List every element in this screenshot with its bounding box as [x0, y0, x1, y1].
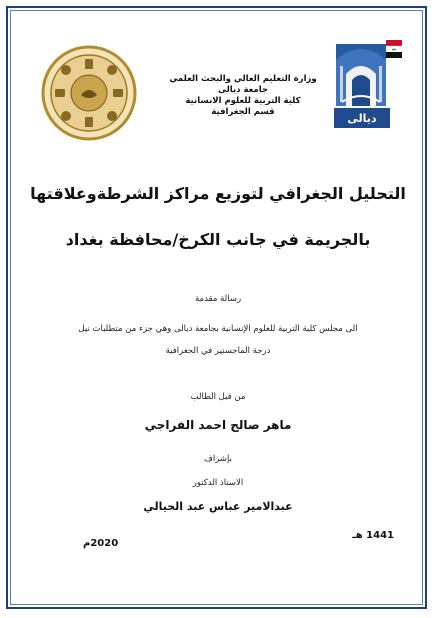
supervision-label: بإشراف	[204, 454, 232, 464]
university-name: جامعة ديالى	[217, 85, 269, 95]
university-emblem-icon	[332, 40, 404, 136]
gregorian-year: 2020م	[83, 538, 119, 549]
thesis-label: رسالة مقدمة	[194, 294, 242, 304]
college-seal-icon	[41, 45, 137, 141]
institution-header	[158, 74, 328, 118]
by-student-label: من قبل الطالب	[190, 392, 246, 402]
thesis-description-line-2: درجة الماجستير في الجغرافية	[165, 346, 271, 356]
thesis-title-line-1: التحليل الجغرافي لتوزيع مراكز الشرطةوعلاقتها	[30, 184, 406, 203]
student-name: ماهر صالح احمد الفراجي	[144, 418, 292, 432]
emblem-label: ديالى	[347, 112, 377, 125]
thesis-description-line-1: الى مجلس كلية التربية للعلوم الإنسانية بجامعة ديالى وهي جزء من متطلبات نيل	[78, 324, 358, 334]
hijri-year: 1441 هـ	[352, 530, 394, 541]
college-name: كلية التربية للعلوم الانسانية	[185, 96, 301, 106]
department-name: قسم الجغرافية	[211, 107, 275, 117]
supervisor-rank: الاستاذ الدكتور	[192, 478, 244, 488]
supervisor-name: عبدالامير عباس عبد الحيالي	[143, 500, 293, 513]
ministry-name: وزارة التعليم العالي والبحث العلمي	[169, 74, 317, 84]
thesis-title-line-2: بالجريمة في جانب الكرخ/محافظة بغداد	[65, 230, 371, 249]
